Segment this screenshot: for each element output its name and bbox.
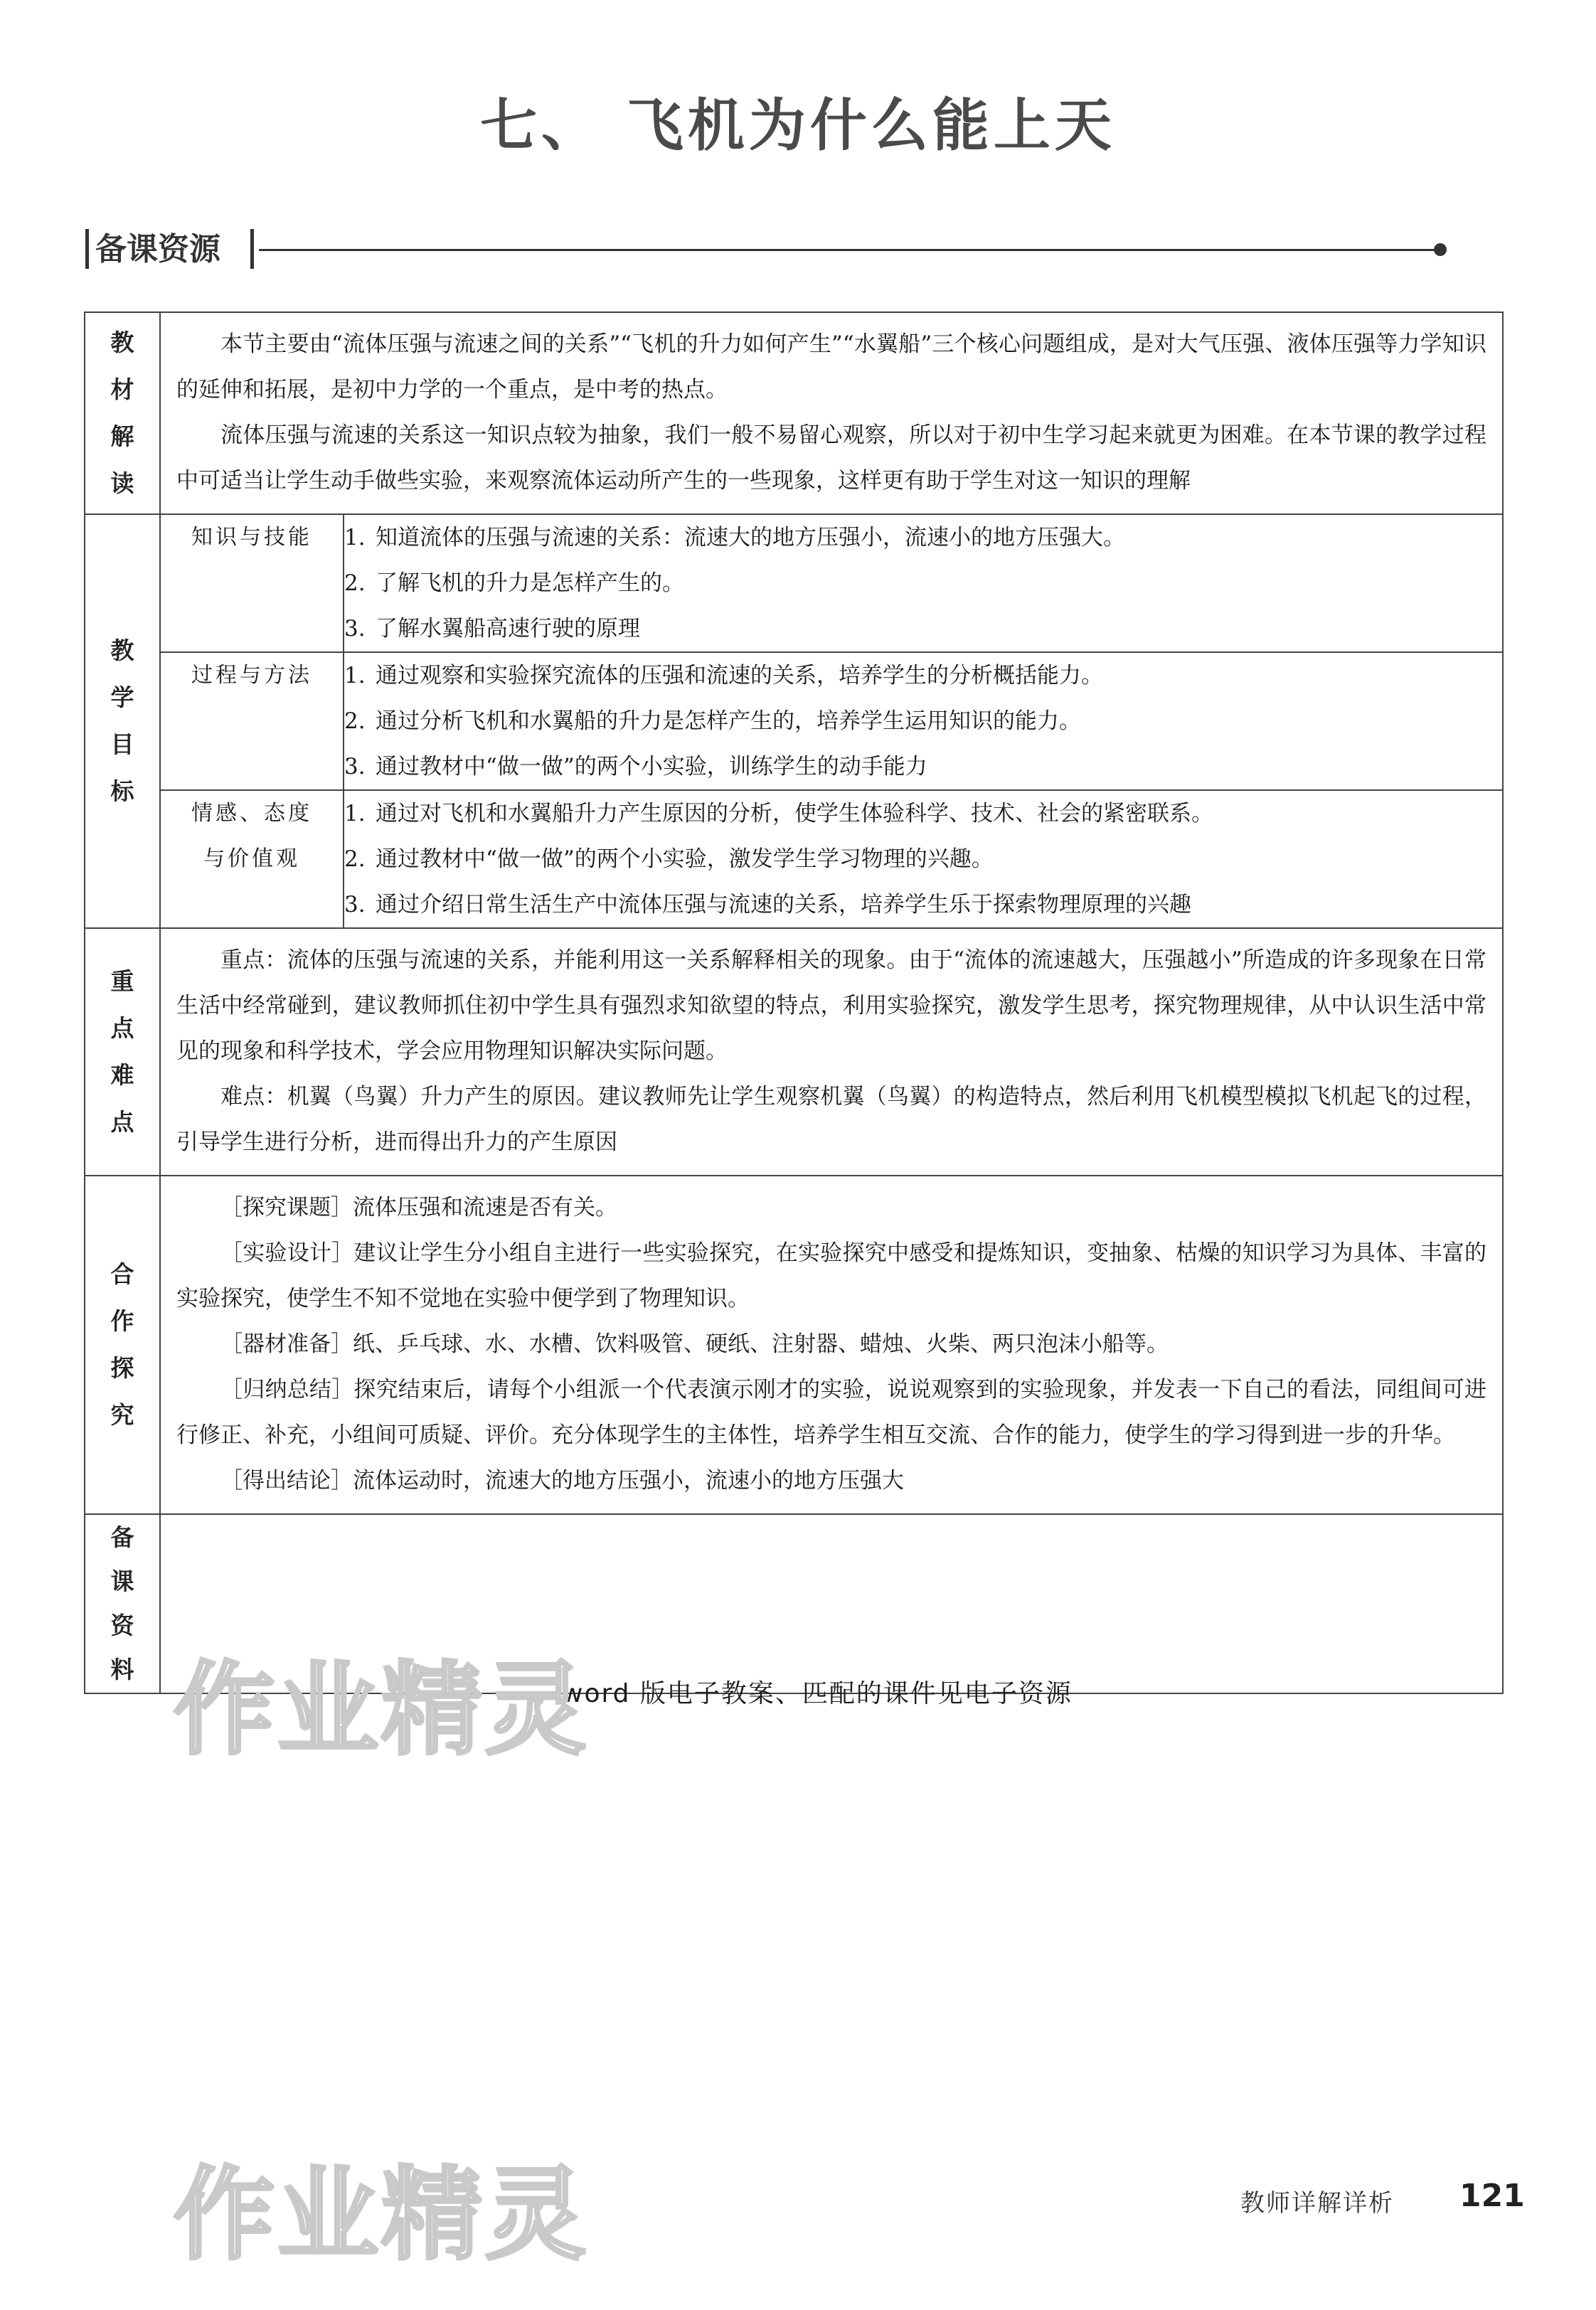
inquiry-paragraph: ［归纳总结］探究结束后，请每个小组派一个代表演示刚才的实验，说说观察到的实验现象，并发表一下自己的看法，同组间可进行修正、补充，小组间可质疑、评价。充分体现学生的主体性，培养学生相互交流、合作的能力，使学生的学习得到进一步的升华。 <box>176 1377 1486 1448</box>
page-number: 121 <box>1459 2178 1525 2214</box>
key-point-paragraph: 重点：流体的压强与流速的关系，并能利用这一关系解释相关的现象。由于“流体的流速越大，压强越小”所造成的许多现象在日常生活中经常碰到，建议教师抓住初中学生具有强烈求知欲望的特点，利用实验探究，激发学生思考，探究物理规律，从中认识生活中常见的现象和科学技术，学会应用物理知识解决实际问题。 <box>176 947 1486 1064</box>
objective-group-items <box>344 790 1502 927</box>
row-head-label: 教材解读 <box>110 329 134 497</box>
item-number: 3. <box>344 616 366 642</box>
item-text: 通过对飞机和水翼船升力产生原因的分析，使学生体验科学、技术、社会的紧密联系。 <box>376 801 1213 826</box>
section-header-label: 备课资源 <box>95 231 220 267</box>
item-number: 2. <box>344 846 366 872</box>
header-rule <box>259 249 1438 251</box>
list-item <box>344 836 1502 882</box>
table-row-objectives <box>85 514 1503 928</box>
watermark-logo: 作业精灵 <box>174 1651 589 1769</box>
page-title: 七、 飞机为什么能上天 <box>480 92 1116 159</box>
item-number: 2. <box>344 570 366 596</box>
row-head-label: 教学目标 <box>110 637 134 805</box>
textbook-paragraph: 本节主要由“流体压强与流速之间的关系”“飞机的升力如何产生”“水翼船”三个核心问题组成，是对大气压强、液体压强等力学知识的延伸和拓展，是初中力学的一个重点，是中考的热点。 <box>176 331 1486 403</box>
label-line: 与价值观 <box>203 846 300 871</box>
item-number: 3. <box>344 892 366 917</box>
item-text: 通过教材中“做一做”的两个小实验，激发学生学习物理的兴趣。 <box>376 846 994 872</box>
header-dot <box>1434 243 1447 256</box>
item-text: 通过观察和实验探究流体的压强和流速的关系，培养学生的分析概括能力。 <box>376 663 1103 688</box>
key-points-content <box>160 928 1503 1176</box>
item-text: 了解飞机的升力是怎样产生的。 <box>376 570 684 596</box>
item-number: 1. <box>344 663 366 688</box>
item-number: 2. <box>344 708 366 734</box>
table-row-textbook <box>85 312 1503 514</box>
key-point-paragraph: 难点：机翼（鸟翼）升力产生的原因。建议教师先让学生观察机翼（鸟翼）的构造特点，然后利用飞机模型模拟飞机起飞的过程，引导学生进行分析，进而得出升力的产生原因 <box>176 1084 1486 1155</box>
inquiry-paragraph: ［器材准备］纸、乒乓球、水、水槽、饮料吸管、硬纸、注射器、蜡烛、火柴、两只泡沫小船等。 <box>220 1331 1169 1357</box>
item-text: 通过分析飞机和水翼船的升力是怎样产生的，培养学生运用知识的能力。 <box>376 708 1081 734</box>
list-item <box>344 606 1502 651</box>
list-item <box>344 698 1502 744</box>
item-text: 了解水翼船高速行驶的原理 <box>376 616 640 642</box>
item-number: 1. <box>344 525 366 550</box>
objectives-subtable <box>161 515 1502 927</box>
row-head-materials <box>85 1514 160 1693</box>
list-item <box>344 560 1502 606</box>
textbook-content <box>160 312 1503 514</box>
objective-group-label: 过程与方法 <box>161 652 344 790</box>
objective-group <box>161 515 1502 652</box>
objective-group-label <box>161 790 344 927</box>
objective-group-label: 知识与技能 <box>161 515 344 652</box>
objectives-content <box>160 514 1503 928</box>
materials-text: word 版电子教案、匹配的课件见电子资源 <box>562 1679 1073 1708</box>
item-text: 通过介绍日常生活生产中流体压强与流速的关系，培养学生乐于探索物理原理的兴趣 <box>376 892 1191 917</box>
item-text: 知道流体的压强与流速的关系：流速大的地方压强小，流速小的地方压强大。 <box>376 525 1125 550</box>
list-item <box>344 744 1502 789</box>
watermark-logo: 作业精灵 <box>174 2156 589 2274</box>
inquiry-paragraph: ［探究课题］流体压强和流速是否有关。 <box>220 1195 617 1220</box>
header-bar-right <box>250 229 254 269</box>
header-bar-left <box>85 229 89 269</box>
label-line: 情感、态度 <box>191 801 312 826</box>
list-item <box>344 515 1502 560</box>
list-item <box>344 653 1502 698</box>
textbook-paragraph: 流体压强与流速的关系这一知识点较为抽象，我们一般不易留心观察，所以对于初中生学习起来就更为困难。在本节课的教学过程中可适当让学生动手做些实验，来观察流体运动所产生的一些现象，这样更有助于学生对这一知识的理解 <box>176 422 1486 494</box>
item-text: 通过教材中“做一做”的两个小实验，训练学生的动手能力 <box>376 754 927 779</box>
footer-label: 教师详解详析 <box>1240 2189 1394 2218</box>
section-header <box>85 226 1449 273</box>
table-row-cooperative <box>85 1176 1503 1514</box>
row-head-textbook <box>85 312 160 514</box>
inquiry-paragraph: ［实验设计］建议让学生分小组自主进行一些实验探究，在实验探究中感受和提炼知识，变抽象、枯燥的知识学习为具体、丰富的实验探究，使学生不知不觉地在实验中便学到了物理知识。 <box>176 1240 1486 1311</box>
cooperative-content <box>160 1176 1503 1514</box>
row-head-objectives <box>85 514 160 928</box>
item-number: 3. <box>344 754 366 779</box>
table-row-key-points <box>85 928 1503 1176</box>
list-item <box>344 882 1502 927</box>
row-head-label: 备课资料 <box>110 1523 134 1683</box>
row-head-cooperative <box>85 1176 160 1514</box>
row-head-label: 合作探究 <box>110 1260 134 1429</box>
item-number: 1. <box>344 801 366 826</box>
objective-group-items <box>344 515 1502 652</box>
objective-group-items <box>344 652 1502 790</box>
list-item <box>344 791 1502 836</box>
objective-group <box>161 652 1502 790</box>
row-head-key-points <box>85 928 160 1176</box>
inquiry-paragraph: ［得出结论］流体运动时，流速大的地方压强小，流速小的地方压强大 <box>220 1468 904 1494</box>
lesson-resource-table <box>84 312 1504 1694</box>
row-head-label: 重点难点 <box>110 967 134 1136</box>
objective-group <box>161 790 1502 927</box>
